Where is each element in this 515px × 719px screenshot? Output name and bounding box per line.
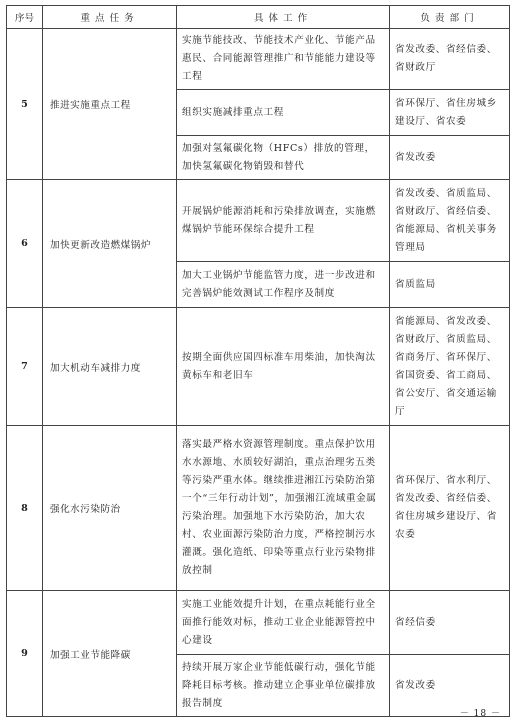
row-task: 强化水污染防治 [43,426,177,591]
row-number: 5 [7,29,43,180]
row-task: 推进实施重点工程 [43,29,177,180]
dept-cell: 省质监局 [390,262,510,308]
header-dept: 负责部门 [390,6,510,29]
task-table [6,5,510,717]
table-row [7,426,510,591]
work-cell: 按期全面供应国四标准车用柴油，加快淘汰黄标车和老旧车 [177,308,390,426]
dept-cell: 省发改委 [390,655,510,717]
page-number: － 18 － [459,709,501,719]
row-task: 加大机动车减排力度 [43,308,177,426]
header-work: 具体工作 [177,6,390,29]
dept-cell: 省经信委 [390,591,510,655]
header-no: 序号 [7,6,43,29]
table-row [7,591,510,655]
work-cell: 加大工业锅炉节能监管力度，进一步改进和完善锅炉能效测试工作程序及制度 [177,262,390,308]
table-row [7,308,510,426]
row-number: 6 [7,180,43,308]
header-row [7,6,510,29]
work-cell: 组织实施减排重点工程 [177,90,390,136]
row-task: 加强工业节能降碳 [43,591,177,717]
dept-cell: 省发改委、省质监局、省财政厅、省经信委、省能源局、省机关事务管理局 [390,180,510,262]
work-cell: 实施节能技改、节能技术产业化、节能产品惠民、合同能源管理推广和节能能力建设等工程 [177,29,390,90]
dept-cell: 省发改委、省经信委、省财政厅 [390,29,510,90]
work-cell: 实施工业能效提升计划，在重点耗能行业全面推行能效对标，推动工业企业能源管控中心建设 [177,591,390,655]
header-task: 重点任务 [43,6,177,29]
row-number: 7 [7,308,43,426]
work-cell: 落实最严格水资源管理制度。重点保护饮用水水源地、水质较好湖泊，重点治理劣五类等污染严重水体。继续推进湘江污染防治第一个“三年行动计划”，加强湘江流域重金属污染治理。加强地下水污染防治，加大农村、农业面源污染防治力度，严格控制污水灌溉。强化造纸、印染等重点行业污染物排放控制 [177,426,390,591]
table-row [7,180,510,262]
row-number: 8 [7,426,43,591]
work-cell: 持续开展万家企业节能低碳行动，强化节能降耗目标考核。推动建立企事业单位碳排放报告制度 [177,655,390,717]
row-task: 加快更新改造燃煤锅炉 [43,180,177,308]
work-cell: 开展锅炉能源消耗和污染排放调查，实施燃煤锅炉节能环保综合提升工程 [177,180,390,262]
dept-cell: 省环保厅、省住房城乡建设厅、省农委 [390,90,510,136]
work-cell: 加强对氢氟碳化物（HFCs）排放的管理，加快氢氟碳化物销毁和替代 [177,136,390,180]
table-row [7,29,510,90]
dept-cell: 省环保厅、省水利厅、省发改委、省经信委、省住房城乡建设厅、省农委 [390,426,510,591]
row-number: 9 [7,591,43,717]
dept-cell: 省能源局、省发改委、省财政厅、省质监局、省商务厅、省环保厅、省国资委、省工商局、省公安厅、省交通运输厅 [390,308,510,426]
dept-cell: 省发改委 [390,136,510,180]
